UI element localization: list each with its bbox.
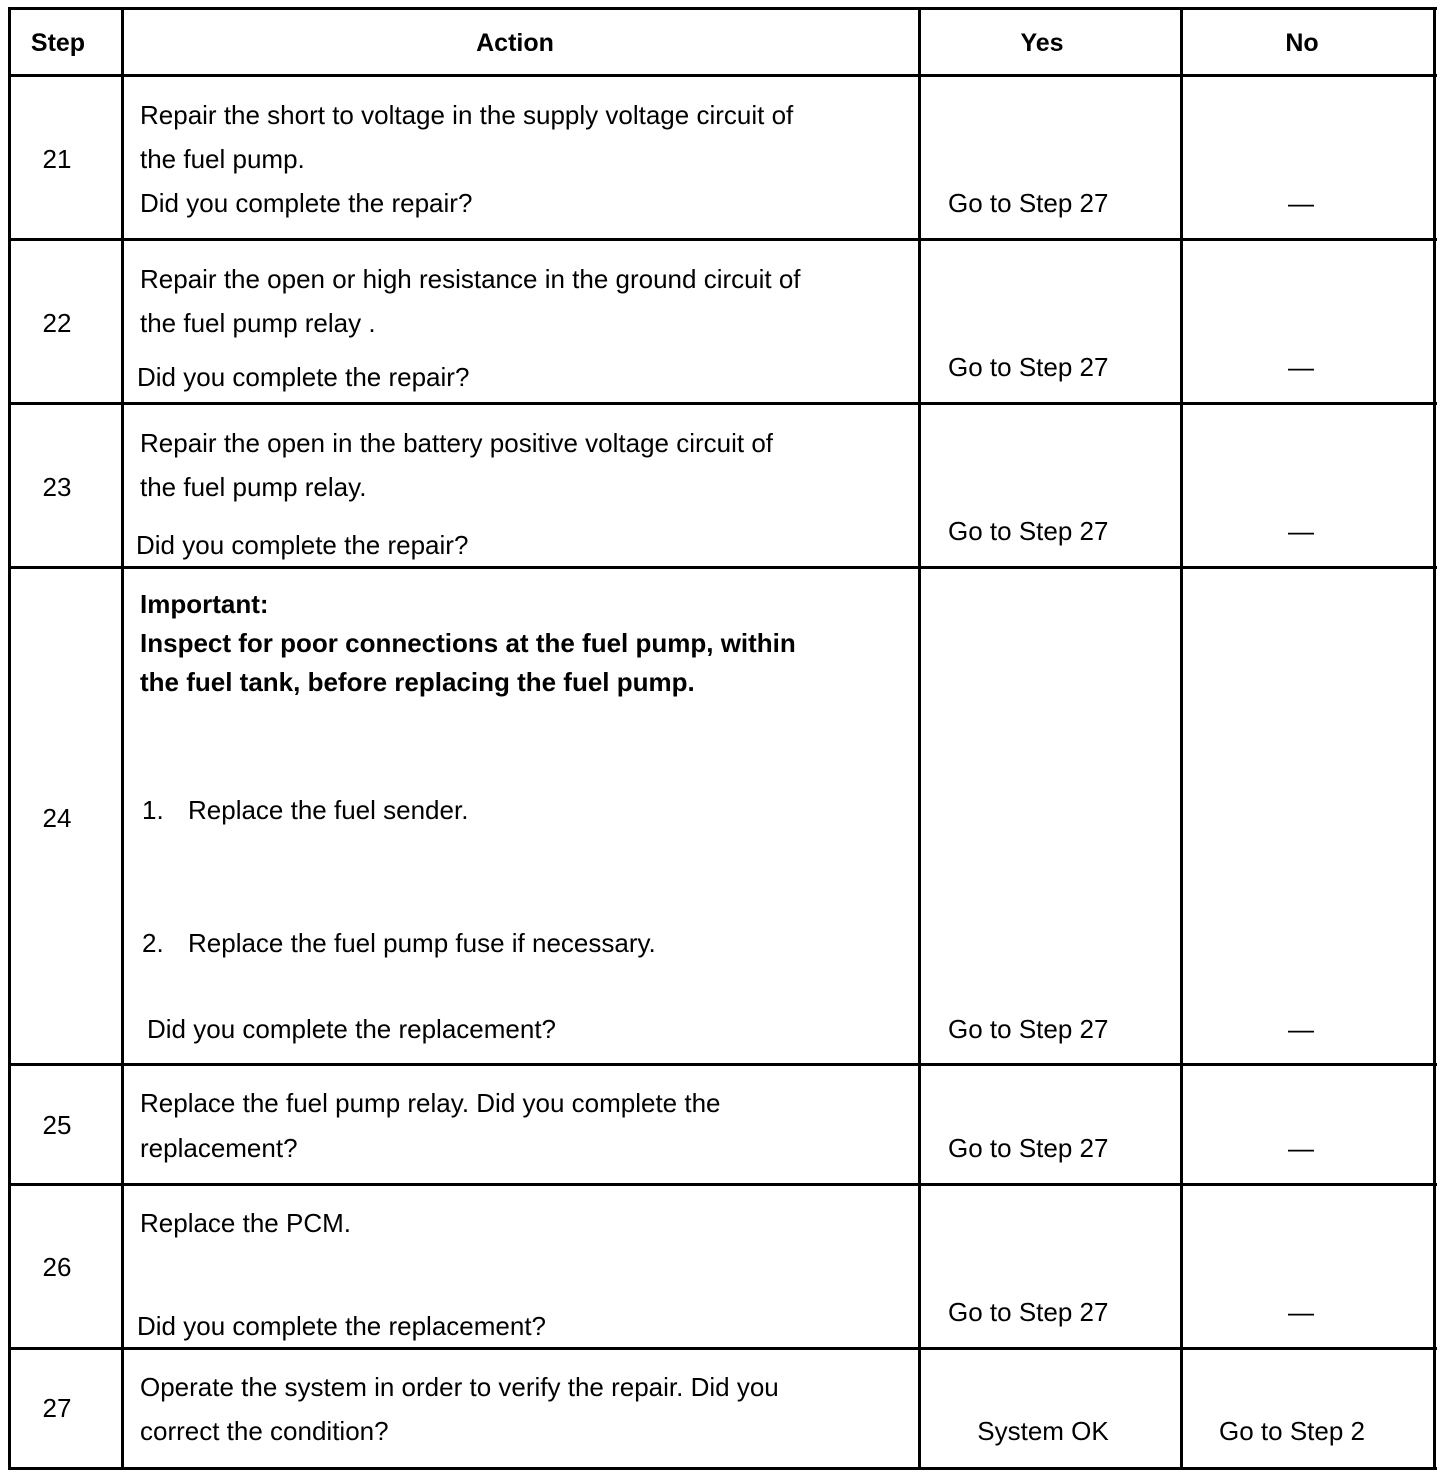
header-yes: Yes [1020, 29, 1064, 57]
action-question: Did you complete the repair? [136, 530, 469, 560]
yes-result: System OK [977, 1416, 1109, 1446]
no-result: — [1288, 1014, 1314, 1044]
step-number: 25 [42, 1110, 72, 1140]
action-question: Did you complete the replacement? [137, 1311, 547, 1341]
grid-line [8, 1467, 1437, 1470]
list-number: 1. [142, 795, 164, 825]
grid-line [1433, 7, 1436, 1470]
list-item: Replace the fuel sender. [188, 795, 469, 825]
header-step: Step [30, 29, 86, 57]
action-text: Repair the short to voltage in the supply voltage circuit of [140, 100, 794, 130]
grid-line [8, 238, 1437, 241]
grid-line [8, 7, 1437, 10]
yes-result: Go to Step 27 [948, 1297, 1109, 1327]
no-result: — [1288, 188, 1314, 218]
grid-line [8, 7, 11, 1470]
list-number: 2. [142, 928, 164, 958]
list-item: Replace the fuel pump fuse if necessary. [188, 928, 656, 958]
action-text: Repair the open in the battery positive voltage circuit of [140, 428, 774, 458]
step-number: 26 [42, 1252, 72, 1282]
yes-result: Go to Step 27 [948, 188, 1109, 218]
step-number: 22 [42, 308, 72, 338]
action-text: Replace the PCM. [140, 1208, 351, 1238]
grid-line [8, 1347, 1437, 1350]
grid-line [918, 7, 921, 1470]
important-text: the fuel tank, before replacing the fuel pump. [140, 667, 695, 697]
grid-line [8, 74, 1437, 77]
no-result: — [1288, 1297, 1314, 1327]
action-text: replacement? [140, 1133, 298, 1163]
step-number: 24 [42, 803, 72, 833]
yes-result: Go to Step 27 [948, 516, 1109, 546]
action-text: the fuel pump relay . [140, 308, 376, 338]
grid-line [8, 566, 1437, 569]
grid-line [8, 402, 1437, 405]
header-action: Action [476, 29, 554, 57]
grid-line [8, 1183, 1437, 1186]
action-text: the fuel pump relay. [140, 472, 367, 502]
no-result: — [1288, 516, 1314, 546]
important-label: Important: [140, 589, 269, 619]
action-question: Did you complete the replacement? [147, 1014, 557, 1044]
grid-line [121, 7, 124, 1470]
step-number: 27 [42, 1393, 72, 1423]
no-result: Go to Step 2 [1219, 1416, 1365, 1446]
grid-line [1180, 7, 1183, 1470]
action-question: Did you complete the repair? [137, 362, 470, 392]
step-number: 23 [42, 472, 72, 502]
action-text: Operate the system in order to verify the repair. Did you [140, 1372, 779, 1402]
action-text: correct the condition? [140, 1416, 389, 1446]
important-text: Inspect for poor connections at the fuel pump, within [140, 628, 796, 658]
yes-result: Go to Step 27 [948, 1014, 1109, 1044]
action-text: Repair the open or high resistance in the ground circuit of [140, 264, 801, 294]
no-result: — [1288, 352, 1314, 382]
header-no: No [1285, 29, 1319, 57]
yes-result: Go to Step 27 [948, 1133, 1109, 1163]
action-question: Did you complete the repair? [140, 188, 473, 218]
grid-line [8, 1063, 1437, 1066]
action-text: Replace the fuel pump relay. Did you complete the [140, 1088, 721, 1118]
action-text: the fuel pump. [140, 144, 305, 174]
step-number: 21 [42, 144, 72, 174]
no-result: — [1288, 1133, 1314, 1163]
yes-result: Go to Step 27 [948, 352, 1109, 382]
